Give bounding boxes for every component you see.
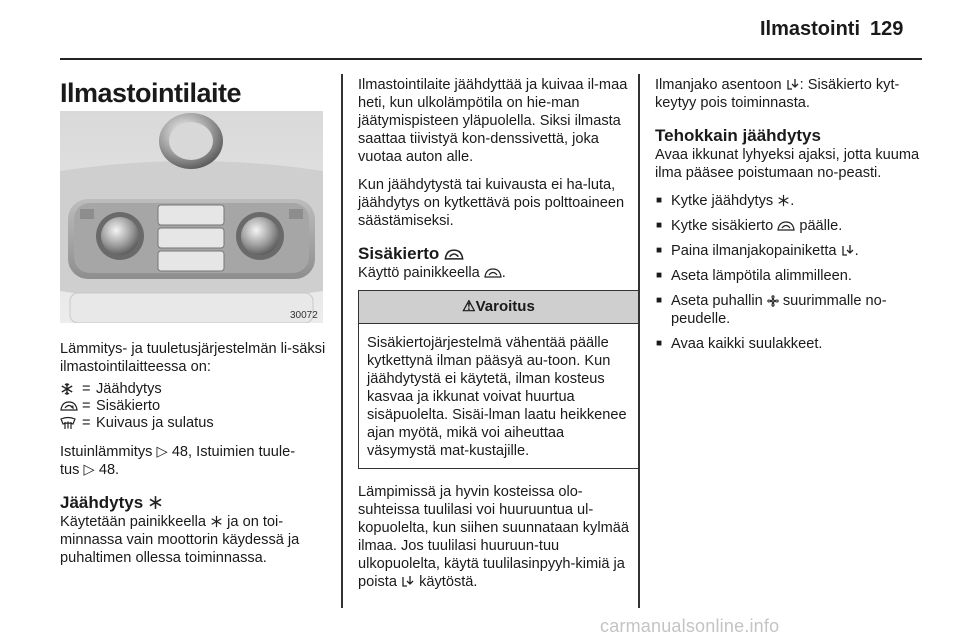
legend-text: Sisäkierto: [96, 398, 161, 414]
seat-reference: Istuinlämmitys ▷ 48, Istuimien tuule- tus ▷ 48.: [60, 444, 296, 478]
subheading-recirculation: Sisäkierto: [358, 244, 638, 264]
snowflake-icon: [148, 495, 163, 510]
climate-control-photo: [60, 111, 323, 323]
list-item: ■ Kytke sisäkierto päälle.: [655, 217, 925, 235]
snowflake-icon: [60, 380, 82, 397]
column-2: [358, 76, 638, 601]
watermark: carmanualsonline.info: [600, 616, 780, 636]
legend-text: Kuivaus ja sulatus: [96, 415, 214, 431]
defrost-icon: [60, 414, 82, 431]
snowflake-icon: [777, 194, 790, 207]
column-divider: [341, 74, 343, 608]
list-item: ■ Kytke jäähdytys .: [655, 192, 925, 210]
recirculation-icon: [444, 248, 464, 261]
subheading-cooling: Jäähdytys: [60, 493, 328, 513]
warning-box: [358, 290, 639, 469]
paragraph: Ilmastointilaite jäähdyttää ja kuivaa il-maa heti, kun ulkolämpötila on hie-man jäätymispisteen yläpuolella. Siksi ilmasta saattaa tiivistyä kon-denssivettä, joka vuotaa auton alle.: [358, 77, 628, 165]
paragraph: Ilmanjako asentoon : Sisäkierto kyt-keytyy pois toiminnasta.: [655, 77, 900, 111]
symbol-legend: [60, 380, 328, 431]
warning-header: ⚠Varoitus: [359, 291, 638, 324]
header-rule: [60, 58, 922, 60]
usage-line: Käyttö painikkeella .: [358, 265, 506, 281]
list-item: ■ Avaa kaikki suulakkeet.: [655, 335, 925, 353]
page-ref-arrow-icon: ▷: [83, 462, 95, 478]
legend-text: Jäähdytys: [96, 381, 162, 397]
section-heading: Ilmastointilaite: [60, 78, 242, 108]
page-number: 129: [870, 18, 904, 40]
steps-list: [655, 192, 925, 353]
air-distribution-icon: [786, 78, 800, 91]
recirculation-icon: [777, 220, 795, 232]
paragraph: Avaa ikkunat lyhyeksi ajaksi, jotta kuuma ilma pääsee poistumaan no-peasti.: [655, 147, 920, 181]
recirculation-icon: [484, 267, 502, 279]
paragraph: Kun jäähdytystä tai kuivausta ei ha-luta, jäähdytys on kytkettävä pois polttoaineen säästämiseksi.: [358, 177, 625, 229]
cooling-paragraph: Käytetään painikkeella ja on toi-minnassa vain moottorin käydessä ja puhaltimen ollessa toiminnassa.: [60, 514, 300, 566]
running-header-title: Ilmastointi: [760, 18, 861, 40]
column-1: [60, 340, 328, 577]
air-distribution-icon: [401, 575, 415, 588]
list-item: ■ Paina ilmanjakopainiketta .: [655, 242, 925, 260]
page-ref-arrow-icon: ▷: [156, 444, 168, 460]
legend-row: = Kuivaus ja sulatus: [60, 414, 328, 431]
recirculation-icon: [60, 397, 82, 414]
intro-paragraph: Lämmitys- ja tuuletusjärjestelmän li-säksi ilmastointilaitteessa on:: [60, 341, 326, 375]
subheading-max-cooling: Tehokkain jäähdytys: [655, 126, 821, 145]
photo-number: 30072: [290, 310, 318, 321]
column-3: [655, 76, 925, 360]
fan-icon: [767, 295, 779, 307]
snowflake-icon: [210, 515, 223, 528]
warning-icon: ⚠: [462, 298, 476, 315]
warning-text: Sisäkiertojärjestelmä vähentää päälle kytkettynä ilman pääsyä au-toon. Kun jäähdytystä ei käytetä, ilman kosteus kasvaa ja ikkunat voivat huurtua sisäpuolelta. Sisäi-lman laatu heikkenee ajan myötä, mikä voi aiheuttaa väsymystä mat-kustajille.: [367, 335, 627, 459]
paragraph: Lämpimissä ja hyvin kosteissa olo-suhteissa tuulilasi voi huuruuntua ul-kopuolelta, kun siihen suunnataan kylmää ilmaa. Jos tuulilasi huuruun-tuu ulkopuolelta, käytä tuulilasinpyyh-kimiä ja poista käytöstä.: [358, 484, 629, 590]
legend-row: = Sisäkierto: [60, 397, 328, 414]
list-item: ■ Aseta lämpötila alimmilleen.: [655, 267, 925, 285]
legend-row: = Jäähdytys: [60, 380, 328, 397]
air-distribution-icon: [841, 244, 855, 257]
list-item: ■ Aseta puhallin suurimmalle no-peudelle.: [655, 292, 925, 328]
